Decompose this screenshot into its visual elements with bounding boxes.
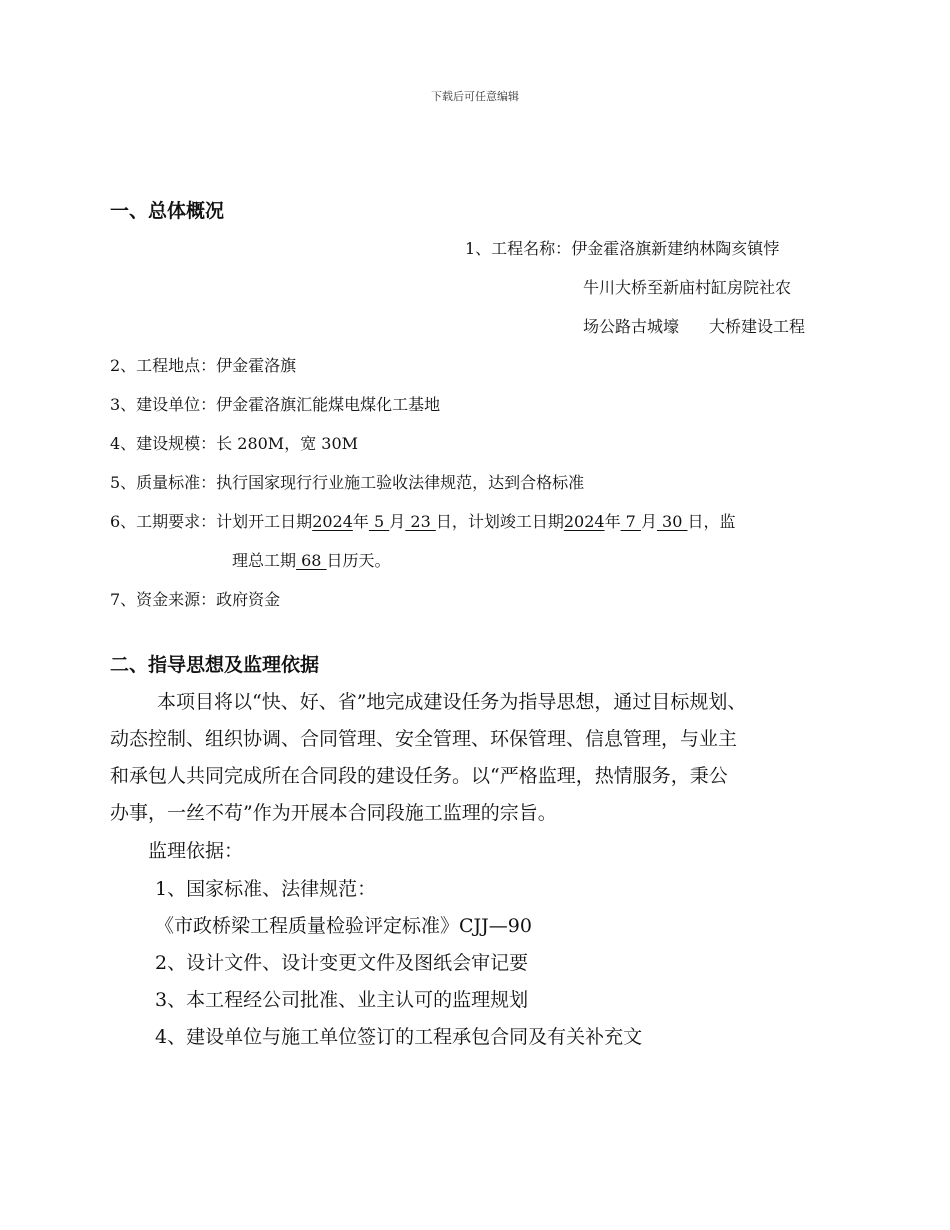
schedule-end-suffix: 日，监	[687, 512, 736, 531]
total-duration-suffix: 日历天。	[326, 551, 391, 570]
construction-unit: 3、建设单位：伊金霍洛旗汇能煤电煤化工基地	[110, 395, 441, 414]
month-char: 月	[640, 512, 657, 531]
guidance-paragraph-line-3: 和承包人共同完成所在合同段的建设任务。以“严格监理，热情服务，秉公	[110, 765, 728, 787]
section-heading-overview: 一、总体概况	[110, 200, 225, 222]
project-name-line-1	[465, 236, 779, 259]
project-name-text-3a: 场公路古城壕	[583, 317, 680, 336]
funding-source: 7、资金来源：政府资金	[110, 590, 281, 609]
total-duration-label: 理总工期	[232, 551, 297, 570]
start-month: 5	[368, 512, 390, 531]
project-name-text-1: 伊金霍洛旗新建纳林陶亥镇悖	[571, 239, 780, 258]
end-year: 2024	[563, 512, 605, 531]
project-location: 2、工程地点：伊金霍洛旗	[110, 356, 297, 375]
project-name-label: 1、工程名称：	[465, 239, 572, 258]
supervision-basis-label: 监理依据：	[148, 840, 244, 862]
year-char: 年	[352, 512, 369, 531]
project-name-line-3	[583, 314, 805, 337]
schedule-prefix: 6、工期要求：计划开工日期	[110, 512, 313, 531]
construction-scale: 4、建设规模：长 280M，宽 30M	[110, 434, 359, 453]
guidance-paragraph-line-4: 办事，一丝不苟”作为开展本合同段施工监理的宗旨。	[110, 802, 557, 824]
schedule-line-1	[110, 509, 736, 532]
section-heading-guidance: 二、指导思想及监理依据	[110, 654, 320, 676]
basis-item: 《市政桥梁工程质量检验评定标准》CJJ—90	[155, 915, 532, 937]
guidance-paragraph-line-2: 动态控制、组织协调、合同管理、安全管理、环保管理、信息管理，与业主	[110, 728, 738, 750]
start-year: 2024	[312, 512, 353, 531]
total-days: 68	[296, 551, 327, 570]
guidance-paragraph-line-1: 本项目将以“快、好、省”地完成建设任务为指导思想，通过目标规划、	[157, 691, 747, 713]
month-char: 月	[389, 512, 406, 531]
basis-item: 2、设计文件、设计变更文件及图纸会审记要	[155, 952, 529, 974]
basis-item: 3、本工程经公司批准、业主认可的监理规划	[155, 989, 529, 1011]
project-name-line-2: 牛川大桥至新庙村缸房院社农	[583, 278, 792, 297]
basis-item: 4、建设单位与施工单位签订的工程承包合同及有关补充文	[155, 1026, 643, 1048]
project-name-text-3b: 大桥建设工程	[709, 317, 806, 336]
end-month: 7	[620, 512, 641, 531]
quality-standard: 5、质量标准：执行国家现行行业施工验收法律规范，达到合格标准	[110, 473, 585, 492]
schedule-end-prefix: 日，计划竣工日期	[435, 512, 564, 531]
basis-item: 1、国家标准、法律规范：	[155, 878, 377, 900]
end-day: 30	[656, 512, 688, 531]
schedule-line-2	[232, 548, 391, 571]
year-char: 年	[604, 512, 621, 531]
start-day: 23	[405, 512, 436, 531]
header-note: 下载后可任意编辑	[431, 90, 519, 103]
